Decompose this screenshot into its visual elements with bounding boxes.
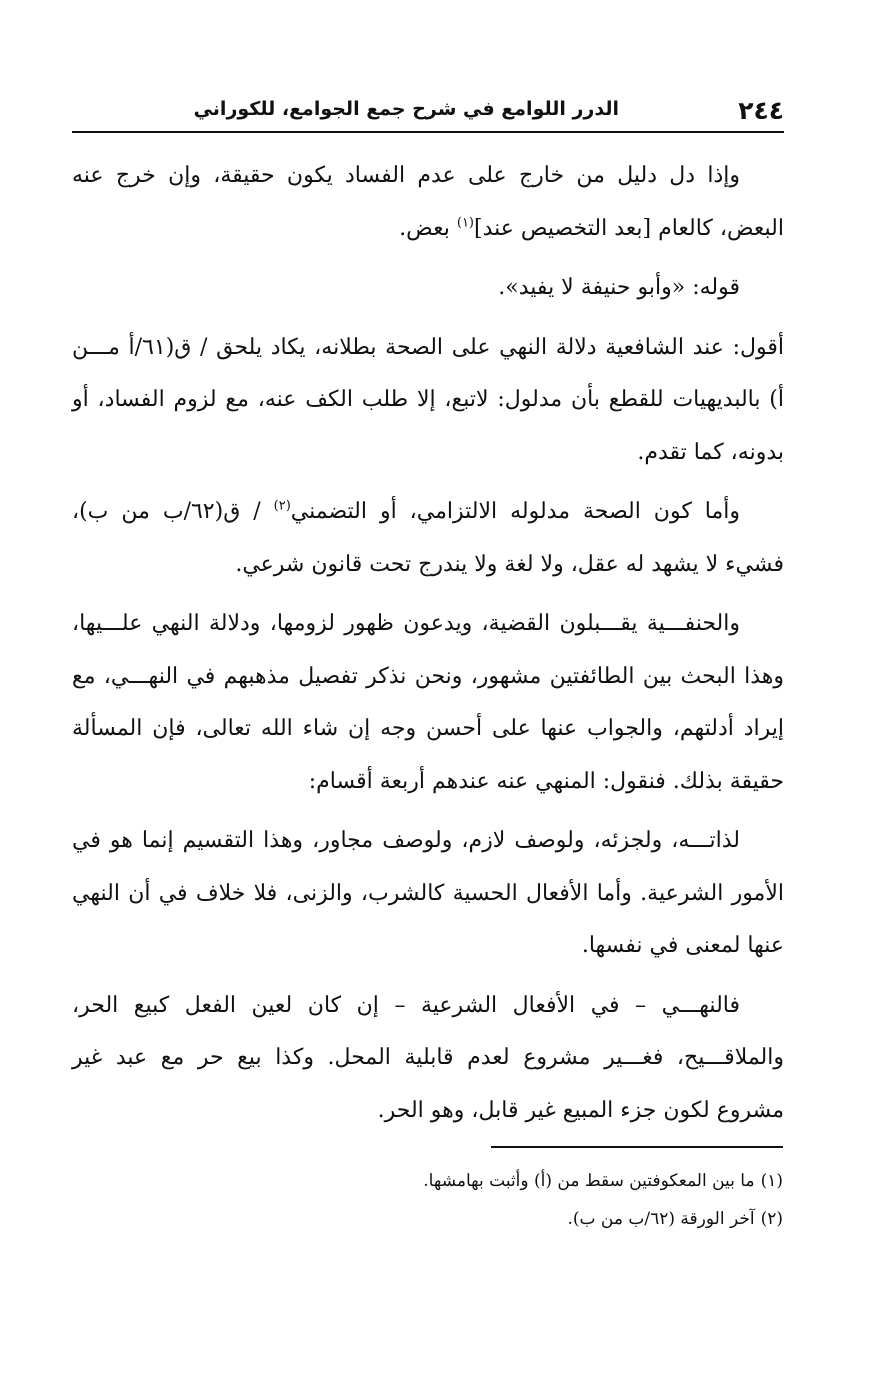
paragraph-1-text-b: بعض. bbox=[399, 215, 457, 241]
footnote-2-text: آخر الورقة (٦٢/ب من ب). bbox=[567, 1209, 755, 1229]
paragraph-3: أقول: عند الشافعية دلالة النهي على الصحة بطلانه، يكاد يلحق / ق(٦١/أ مـــن أ) بالبديهيات للقطع بأن مدلول: لاتبع، إلا طلب الكف عنه، مع لزوم الفساد، أو بدونه، كما تقدم. bbox=[72, 334, 784, 465]
footnote-2-mark: (٢) bbox=[760, 1209, 783, 1229]
page-number: ٢٤٤ bbox=[738, 96, 784, 125]
footnote-1-mark: (١) bbox=[760, 1171, 783, 1191]
footnote-ref-1[interactable]: (١) bbox=[456, 215, 474, 231]
main-text bbox=[72, 150, 784, 1144]
paragraph-2: قوله: «وأبو حنيفة لا يفيد». bbox=[498, 275, 740, 300]
paragraph-4 bbox=[72, 486, 784, 591]
footnote-ref-2[interactable]: (٢) bbox=[273, 498, 291, 514]
paragraph-4-text-b: / ق(٦٢/ب من ب)، فشيء لا يشهد له عقل، ولا لغة ولا يندرج تحت قانون شرعي. bbox=[72, 499, 784, 577]
footnote-1 bbox=[163, 1162, 783, 1200]
footnote-2 bbox=[163, 1200, 783, 1238]
running-title: الدرر اللوامع في شرح جمع الجوامع، للكوراني bbox=[193, 98, 619, 120]
footnotes bbox=[163, 1162, 783, 1238]
page-header bbox=[72, 92, 784, 130]
paragraph-5: والحنفـــية يقـــبلون القضية، ويدعون ظهور لزومها، ودلالة النهي علـــيها، وهذا البحث بين الطائفتين مشهور، ونحن نذكر تفصيل مذهبهم في النهـــي، مع إيراد أدلتهم، والجواب عنها على أحسن وجه إن شاء الله تعالى، فإن المسألة حقيقة بذلك. فنقول: المنهي عنه عندهم أربعة أقسام: bbox=[72, 611, 784, 794]
footnote-rule bbox=[491, 1146, 783, 1148]
header-rule bbox=[72, 131, 784, 133]
paragraph-4-text-a: وأما كون الصحة مدلوله الالتزامي، أو التضمني bbox=[290, 499, 740, 524]
paragraph-1 bbox=[72, 150, 784, 255]
paragraph-6: لذاتـــه، ولجزئه، ولوصف لازم، ولوصف مجاور، وهذا التقسيم إنما هو في الأمور الشرعية. وأما الأفعال الحسية كالشرب، والزنى، فلا خلاف في أن النهي عنها لمعنى في نفسها. bbox=[72, 828, 784, 958]
paragraph-1-text-a: وإذا دل دليل من خارج على عدم الفساد يكون حقيقة، وإن خرج عنه البعض، كالعام [بعد التخصيص عند] bbox=[72, 163, 784, 241]
paragraph-7: فالنهـــي – في الأفعال الشرعية – إن كان لعين الفعل كبيع الحر، والملاقـــيح، فغـــير مشروع لعدم قابلية المحل. وكذا بيع حر مع عبد غير مشروع لكون جزء المبيع غير قابل، وهو الحر. bbox=[72, 992, 784, 1123]
footnote-1-text: ما بين المعكوفتين سقط من (أ) وأثبت بهامشها. bbox=[423, 1171, 755, 1191]
